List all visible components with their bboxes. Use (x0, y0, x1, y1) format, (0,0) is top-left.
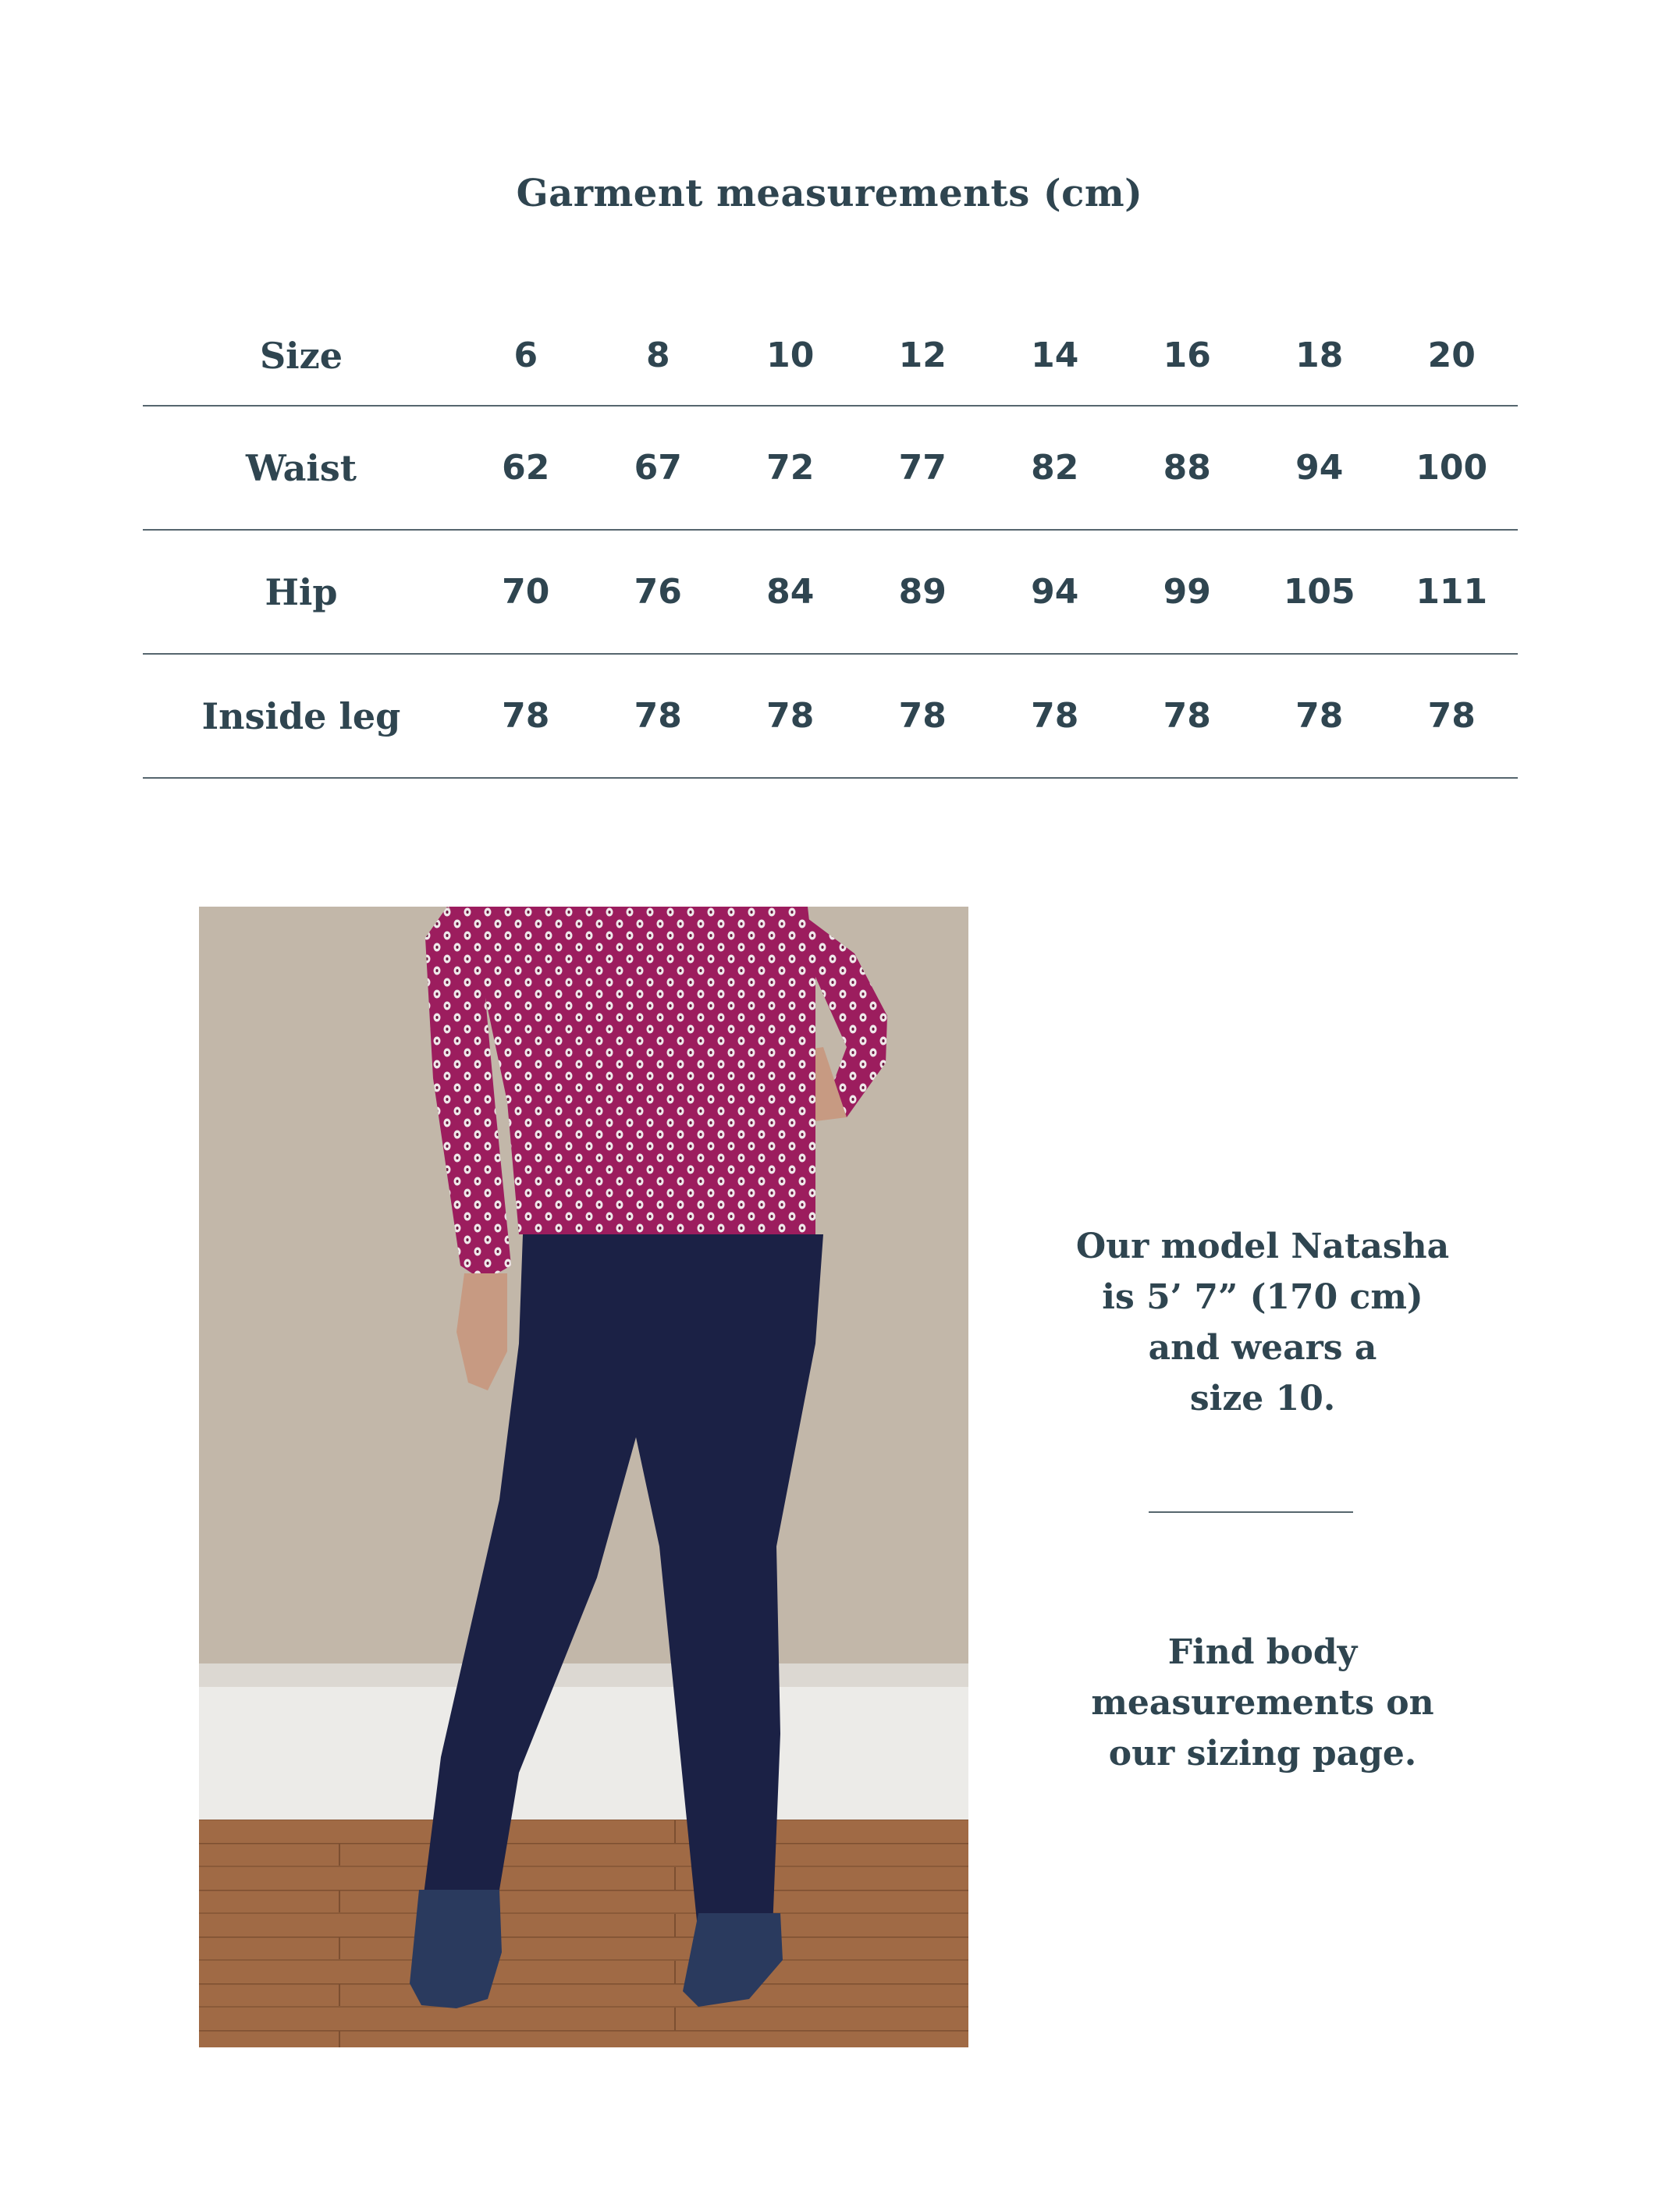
table-cell: 78 (989, 654, 1121, 778)
table-cell: 70 (460, 530, 592, 654)
table-row-hip (143, 530, 1518, 654)
model-note-line: and wears a (1148, 1328, 1377, 1368)
table-cell: 89 (857, 530, 989, 654)
table-cell: 100 (1386, 406, 1519, 530)
table-cell: 62 (460, 406, 592, 530)
model-note (1028, 1221, 1497, 1424)
table-cell: 82 (989, 406, 1121, 530)
row-label: Waist (143, 406, 460, 530)
size-header-cell: 20 (1386, 306, 1519, 406)
table-cell: 84 (724, 530, 857, 654)
model-note-line: Our model Natasha (1075, 1227, 1450, 1266)
table-cell: 78 (1386, 654, 1519, 778)
size-header-cell: 8 (592, 306, 725, 406)
table-cell: 78 (724, 654, 857, 778)
sizing-note (1028, 1627, 1497, 1779)
table-cell: 88 (1121, 406, 1254, 530)
table-cell: 111 (1386, 530, 1519, 654)
table-cell: 78 (460, 654, 592, 778)
divider (1149, 1511, 1353, 1513)
model-note-line: size 10. (1189, 1379, 1336, 1418)
table-cell: 72 (724, 406, 857, 530)
sizing-note-line: Find body (1167, 1632, 1358, 1672)
size-header-row (143, 306, 1518, 406)
size-chart-table (143, 306, 1518, 779)
size-header-cell: 14 (989, 306, 1121, 406)
size-header-label: Size (143, 306, 460, 406)
sizing-note-line: our sizing page. (1108, 1734, 1417, 1774)
size-header-cell: 10 (724, 306, 857, 406)
table-cell: 78 (1121, 654, 1254, 778)
row-label: Hip (143, 530, 460, 654)
size-header-cell: 16 (1121, 306, 1254, 406)
model-photo (199, 907, 968, 2047)
skirting-board (199, 1687, 968, 1820)
table-cell: 99 (1121, 530, 1254, 654)
table-cell: 105 (1253, 530, 1386, 654)
table-cell: 67 (592, 406, 725, 530)
page-title: Garment measurements (cm) (516, 172, 1143, 215)
left-boot (410, 1890, 502, 2008)
table-cell: 78 (857, 654, 989, 778)
model-note-line: is 5’ 7” (170 cm) (1102, 1277, 1423, 1317)
table-cell: 77 (857, 406, 989, 530)
row-label: Inside leg (143, 654, 460, 778)
wooden-floor (199, 1820, 968, 2047)
table-cell: 94 (1253, 406, 1386, 530)
size-header-cell: 18 (1253, 306, 1386, 406)
table-row-waist (143, 406, 1518, 530)
table-cell: 78 (1253, 654, 1386, 778)
size-header-cell: 6 (460, 306, 592, 406)
table-cell: 94 (989, 530, 1121, 654)
skirting-rail (199, 1663, 968, 1687)
size-header-cell: 12 (857, 306, 989, 406)
table-row-inside-leg (143, 654, 1518, 778)
sizing-note-line: measurements on (1091, 1683, 1434, 1723)
table-cell: 78 (592, 654, 725, 778)
table-cell: 76 (592, 530, 725, 654)
